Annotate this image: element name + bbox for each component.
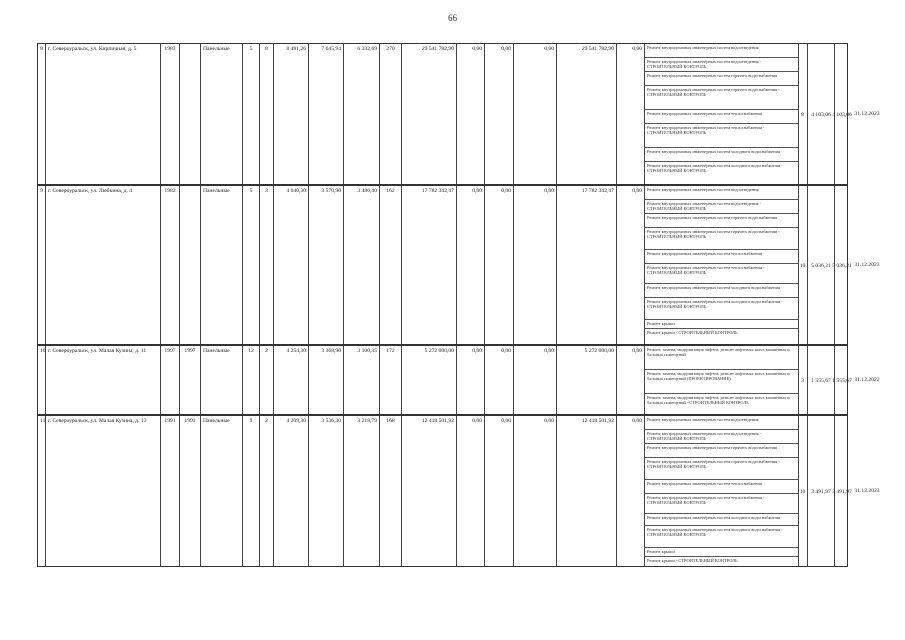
limit-cost: 3 491,97 xyxy=(832,488,852,495)
work-item: Ремонт внутридомовых инженерных систем водоотведения xyxy=(645,44,798,58)
unit-cost: 3 491,97 xyxy=(808,416,835,566)
work-item: Ремонт внутридомовых инженерных систем теплоснабжения xyxy=(645,110,798,124)
cost-total: 12 418 501,92 xyxy=(402,416,457,566)
year-reconstructed xyxy=(180,44,201,184)
work-item: Ремонт крыши xyxy=(645,320,798,329)
owners-funds: 29 541 782,90 xyxy=(557,44,617,184)
budget-local: 0,00 xyxy=(514,186,557,344)
floors: 5 xyxy=(243,186,260,344)
owners-funds: 5 272 000,00 xyxy=(557,346,617,414)
work-item: Ремонт крыши - СТРОИТЕЛЬНЫЙ КОНТРОЛЬ xyxy=(647,558,738,563)
work-item: Ремонт внутридомовых инженерных систем горячего водоснабжения xyxy=(645,444,798,458)
capital-repair-table xyxy=(37,43,852,567)
entrances: 3 xyxy=(260,186,274,344)
address: г. Североуральск, ул. Малая Кузина, д. 11 xyxy=(46,346,161,414)
work-item: Ремонт внутридомовых инженерных систем горячего водоснабжения - СТРОИТЕЛЬНЫЙ КОНТРОЛЬ xyxy=(645,458,798,480)
floors: 12 xyxy=(243,346,260,414)
entrances: 2 xyxy=(260,346,274,414)
deadline-column xyxy=(849,43,885,567)
year-reconstructed xyxy=(180,186,201,344)
work-item: Ремонт внутридомовых инженерных систем теплоснабжения xyxy=(645,480,798,494)
page-number: 66 xyxy=(448,13,457,23)
unit-cost: 5 036,21 xyxy=(808,186,835,344)
units-count: 3 xyxy=(798,346,808,414)
work-item: Ремонт внутридомовых инженерных систем теплоснабжения xyxy=(645,250,798,264)
work-item: Ремонт внутридомовых инженерных систем теплоснабжения - СТРОИТЕЛЬНЫЙ КОНТРОЛЬ xyxy=(645,264,798,284)
budget-local: 0,00 xyxy=(514,416,557,566)
fund-capital: 0,00 xyxy=(457,44,485,184)
table-row xyxy=(37,43,852,185)
work-item: Ремонт крыши - СТРОИТЕЛЬНЫЙ КОНТРОЛЬ xyxy=(647,330,738,335)
limit-cost: 5 036,21 xyxy=(832,262,852,269)
year-built: 1997 xyxy=(161,346,180,414)
work-item: Ремонт, замена, модернизация лифтов, ремонт лифтовых шахт, машинных и блочных помещений (ПРОЕКТИРОВАНИЕ) xyxy=(645,370,798,394)
area-all: 3 368,90 xyxy=(309,346,344,414)
wall-material: Панельные xyxy=(201,416,243,566)
year-built: 1991 xyxy=(161,416,180,566)
work-item: Ремонт внутридомовых инженерных систем водоотведения xyxy=(645,186,798,200)
work-item: Ремонт внутридомовых инженерных систем водоотведения - СТРОИТЕЛЬНЫЙ КОНТРОЛЬ xyxy=(645,58,798,72)
work-item: Ремонт внутридомовых инженерных систем водоотведения - СТРОИТЕЛЬНЫЙ КОНТРОЛЬ xyxy=(645,430,798,444)
other-funds: 0,00 xyxy=(617,44,645,184)
residents: 168 xyxy=(380,416,402,566)
area-living: 3 218,79 xyxy=(344,416,380,566)
fund-capital: 0,00 xyxy=(457,416,485,566)
entrances: 8 xyxy=(260,44,274,184)
year-built: 1982 xyxy=(161,186,180,344)
area-living: 3 486,40 xyxy=(344,186,380,344)
units-count: 8 xyxy=(798,44,808,184)
area-living: 6 332,69 xyxy=(344,44,380,184)
area-all: 3 570,90 xyxy=(309,186,344,344)
works-list xyxy=(645,346,799,414)
owners-funds: 17 782 342,47 xyxy=(557,186,617,344)
budget-region: 0,00 xyxy=(485,346,514,414)
budget-region: 0,00 xyxy=(485,416,514,566)
unit-cost: 4 103,06 xyxy=(808,44,835,184)
residents: 172 xyxy=(380,346,402,414)
table-row xyxy=(37,185,852,345)
deadline: 31.12.2023 xyxy=(854,111,880,117)
budget-region: 0,00 xyxy=(485,44,514,184)
residents: 270 xyxy=(380,44,402,184)
unit-cost: 1 555,67 xyxy=(808,346,835,414)
row-number: 11 xyxy=(38,416,46,566)
cost-total: 5 272 000,00 xyxy=(402,346,457,414)
year-built: 1983 xyxy=(161,44,180,184)
row-number: 10 xyxy=(38,346,46,414)
work-item: Ремонт внутридомовых инженерных систем горячего водоснабжения xyxy=(645,72,798,86)
year-reconstructed: 1997 xyxy=(180,346,201,414)
work-item: Ремонт внутридомовых инженерных систем холодного водоснабжения - СТРОИТЕЛЬНЫЙ КОНТРОЛЬ xyxy=(645,298,798,320)
fund-capital: 0,00 xyxy=(457,186,485,344)
cost-total: 29 541 782,90 xyxy=(402,44,457,184)
work-item: Ремонт внутридомовых инженерных систем холодного водоснабжения - СТРОИТЕЛЬНЫЙ КОНТРОЛЬ xyxy=(645,526,798,548)
wall-material: Панельные xyxy=(201,346,243,414)
work-item: Ремонт внутридомовых инженерных систем теплоснабжения - СТРОИТЕЛЬНЫЙ КОНТРОЛЬ xyxy=(645,124,798,148)
work-item: Ремонт внутридомовых инженерных систем горячего водоснабжения xyxy=(645,214,798,228)
works-list xyxy=(645,186,799,344)
units-count: 10 xyxy=(798,416,808,566)
work-item: Ремонт крыши xyxy=(645,548,798,557)
area-living: 3 100,35 xyxy=(344,346,380,414)
deadline: 31.12.2023 xyxy=(854,262,880,268)
other-funds: 0,00 xyxy=(617,346,645,414)
deadline: 31.12.2023 xyxy=(854,488,880,494)
residents: 162 xyxy=(380,186,402,344)
address: г. Североуральск, ул. Малая Кузина, д. 13 xyxy=(46,416,161,566)
floors: 5 xyxy=(243,44,260,184)
budget-local: 0,00 xyxy=(514,44,557,184)
total-area: 8 481,26 xyxy=(274,44,309,184)
deadline: 31.12.2022 xyxy=(854,377,880,383)
area-all: 7 645,94 xyxy=(309,44,344,184)
limit-cost: 1 555,67 xyxy=(832,377,852,384)
works-list xyxy=(645,44,799,184)
cost-total: 17 782 342,47 xyxy=(402,186,457,344)
work-item: Ремонт внутридомовых инженерных систем водоотведения - СТРОИТЕЛЬНЫЙ КОНТРОЛЬ xyxy=(645,200,798,214)
work-item: Ремонт внутридомовых инженерных систем холодного водоснабжения xyxy=(645,148,798,162)
address: г. Североуральск, ул. Любкина, д. 4 xyxy=(46,186,161,344)
units-count: 10 xyxy=(798,186,808,344)
work-item: Ремонт внутридомовых инженерных систем горячего водоснабжения - СТРОИТЕЛЬНЫЙ КОНТРОЛЬ xyxy=(645,228,798,250)
total-area: 4 040,30 xyxy=(274,186,309,344)
work-item: Ремонт внутридомовых инженерных систем горячего водоснабжения - СТРОИТЕЛЬНЫЙ КОНТРОЛЬ xyxy=(645,86,798,110)
work-item: Ремонт внутридомовых инженерных систем холодного водоснабжения xyxy=(645,514,798,526)
total-area: 4 254,30 xyxy=(274,346,309,414)
table-row xyxy=(37,345,852,415)
work-item: Ремонт внутридомовых инженерных систем теплоснабжения - СТРОИТЕЛЬНЫЙ КОНТРОЛЬ xyxy=(645,494,798,514)
wall-material: Панельные xyxy=(201,44,243,184)
floors: 9 xyxy=(243,416,260,566)
address: г. Североуральск, ул. Кирпичная, д. 5 xyxy=(46,44,161,184)
work-item: Ремонт, замена, модернизация лифтов, ремонт лифтовых шахт, машинных и блочных помещений - СТРОИТЕЛЬНЫЙ КОНТРОЛЬ xyxy=(647,395,790,406)
table-row xyxy=(37,415,852,567)
area-all: 3 536,30 xyxy=(309,416,344,566)
work-item: Ремонт внутридомовых инженерных систем холодного водоснабжения - СТРОИТЕЛЬНЫЙ КОНТРОЛЬ xyxy=(647,163,783,174)
total-area: 4 209,30 xyxy=(274,416,309,566)
row-number: 9 xyxy=(38,186,46,344)
budget-local: 0,00 xyxy=(514,346,557,414)
work-item: Ремонт, замена, модернизация лифтов, ремонт лифтовых шахт, машинных и блочных помещений xyxy=(645,346,798,370)
entrances: 2 xyxy=(260,416,274,566)
fund-capital: 0,00 xyxy=(457,346,485,414)
other-funds: 0,00 xyxy=(617,416,645,566)
row-number: 8 xyxy=(38,44,46,184)
work-item: Ремонт внутридомовых инженерных систем водоотведения xyxy=(645,416,798,430)
work-item: Ремонт внутридомовых инженерных систем холодного водоснабжения xyxy=(645,284,798,298)
year-reconstructed: 1991 xyxy=(180,416,201,566)
other-funds: 0,00 xyxy=(617,186,645,344)
limit-cost: 4 103,06 xyxy=(832,111,852,118)
wall-material: Панельные xyxy=(201,186,243,344)
budget-region: 0,00 xyxy=(485,186,514,344)
owners-funds: 12 418 501,92 xyxy=(557,416,617,566)
works-list xyxy=(645,416,799,566)
